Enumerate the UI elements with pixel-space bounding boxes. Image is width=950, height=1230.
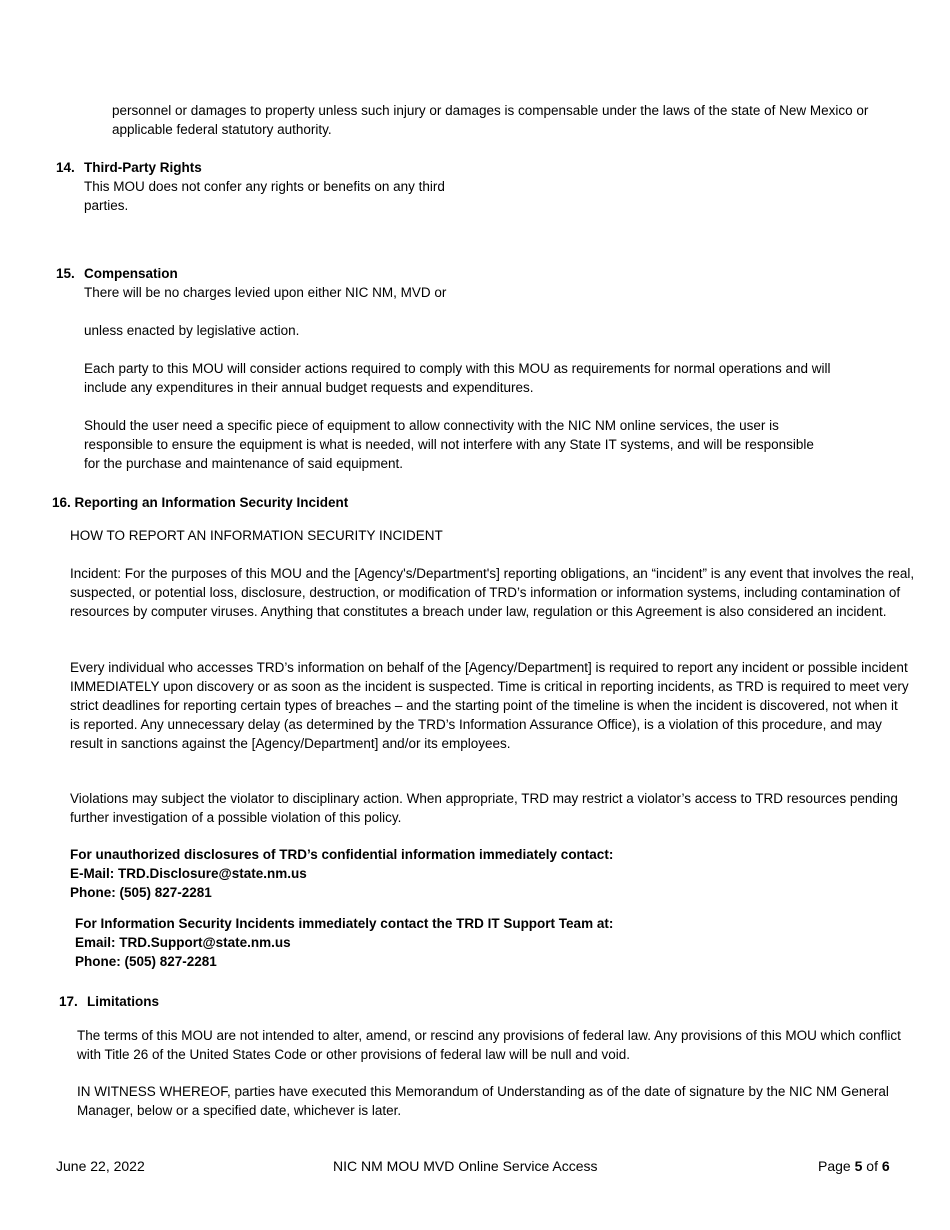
section-15-p4: Should the user need a specific piece of equipment to allow connectivity with the NIC NM online services, the user is responsible to ensure the equipment is what is needed, will not interfere with any State IT systems, and will be responsible for the purchase and maintenance of said equipment. <box>84 418 814 471</box>
section-14-title: Third-Party Rights <box>84 160 202 175</box>
section-15-p1: There will be no charges levied upon either NIC NM, MVD or <box>84 285 447 300</box>
section-15-p2: unless enacted by legislative action. <box>84 323 300 338</box>
section-16-subheading: HOW TO REPORT AN INFORMATION SECURITY INCIDENT <box>70 528 443 543</box>
disclosure-email[interactable]: E-Mail: TRD.Disclosure@state.nm.us <box>70 866 307 881</box>
disclosure-contact-block <box>70 845 613 902</box>
footer-page-total: 6 <box>881 1158 890 1174</box>
footer-date: June 22, 2022 <box>56 1158 145 1174</box>
footer-title: NIC NM MOU MVD Online Service Access <box>333 1158 598 1174</box>
section-16-p1: Incident: For the purposes of this MOU and the [Agency's/Department's] reporting obligations, an “incident” is any event that involves the real, suspected, or potential loss, disclosure, destruction, or modification of TRD’s information or information systems, including contamination of resources by computer viruses. Anything that constitutes a breach under law, regulation or this Agreement is also considered an incident. <box>70 566 915 619</box>
section-17-p1: The terms of this MOU are not intended to alter, amend, or rescind any provisions of federal law. Any provisions of this MOU which conflict with Title 26 of the United States Code or other provisions of federal law will be null and void. <box>77 1028 901 1062</box>
section-17-number: 17. <box>59 994 78 1009</box>
section-14-body: This MOU does not confer any rights or benefits on any third parties. <box>84 179 445 213</box>
disclosure-contact-heading: For unauthorized disclosures of TRD’s confidential information immediately contact: <box>70 847 614 862</box>
section-16-p2: Every individual who accesses TRD’s information on behalf of the [Agency/Department] is required to report any incident or possible incident IMMEDIATELY upon discovery or as soon as the incident is suspected. Time is critical in reporting incidents, as TRD is required to meet very strict deadlines for reporting certain types of breaches – and the starting point of the timeline is when the incident is discovered, not when it is reported. Any unnecessary delay (as determined by the TRD’s Information Assurance Office), is a violation of this procedure, and may result in sanctions against the [Agency/Department] and/or its employees. <box>70 660 909 751</box>
section-15-title: Compensation <box>84 266 178 281</box>
continuation-paragraph: personnel or damages to property unless such injury or damages is compensable under the laws of the state of New Mexico or applicable federal statutory authority. <box>112 103 869 137</box>
footer-page-number <box>818 1157 890 1176</box>
disclosure-phone: Phone: (505) 827-2281 <box>70 885 212 900</box>
section-17-p2: IN WITNESS WHEREOF, parties have executed this Memorandum of Understanding as of the date of signature by the NIC NM General Manager, below or a specified date, whichever is later. <box>77 1084 889 1118</box>
support-contact-heading: For Information Security Incidents immediately contact the TRD IT Support Team at: <box>75 916 614 931</box>
section-17-title: Limitations <box>87 994 160 1009</box>
footer-page-word: Page <box>818 1158 851 1174</box>
support-contact-block <box>75 914 613 971</box>
section-15-p3: Each party to this MOU will consider actions required to comply with this MOU as requirements for normal operations and will include any expenditures in their annual budget requests and expenditures. <box>84 361 831 395</box>
support-email[interactable]: Email: TRD.Support@state.nm.us <box>75 935 291 950</box>
footer-of-word: of <box>866 1158 878 1174</box>
section-16-p3: Violations may subject the violator to disciplinary action. When appropriate, TRD may restrict a violator’s access to TRD resources pending further investigation of a possible violation of this policy. <box>70 791 898 825</box>
section-15-number: 15. <box>56 266 75 281</box>
section-14-number: 14. <box>56 160 75 175</box>
support-phone: Phone: (505) 827-2281 <box>75 954 217 969</box>
section-16-heading: 16. Reporting an Information Security Incident <box>52 495 349 510</box>
footer-page-current: 5 <box>854 1158 863 1174</box>
